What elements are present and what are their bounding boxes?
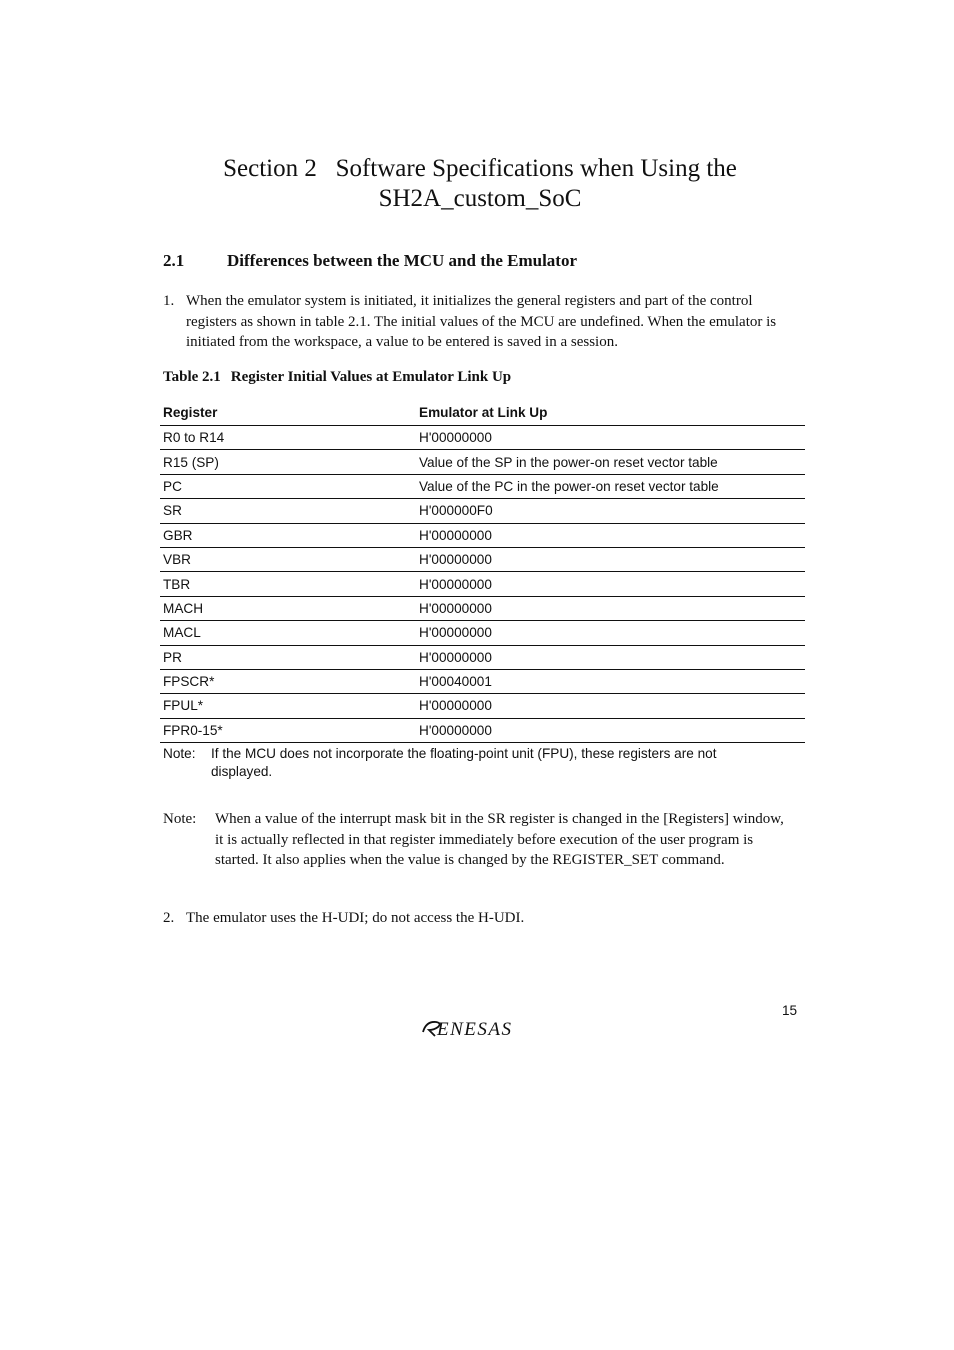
table-header-row: [160, 400, 805, 426]
register-cell: VBR: [160, 547, 416, 571]
value-cell: H'00000000: [416, 596, 805, 620]
list-item-1-number: 1.: [163, 293, 175, 309]
register-cell: R15 (SP): [160, 450, 416, 474]
register-cell: PR: [160, 645, 416, 669]
column-header-register: Register: [160, 400, 416, 426]
list-item-1: [163, 291, 803, 353]
table-row: [160, 621, 805, 645]
table-row: [160, 547, 805, 571]
value-cell: H'000000F0: [416, 499, 805, 523]
renesas-logo-icon: [420, 1017, 542, 1039]
note-text: When a value of the interrupt mask bit in the SR register is changed in the [Registers] window, it is actually reflected in that register immediately before execution of the user program is started. It also applies when the value is changed by the REGISTER_SET command.: [215, 811, 784, 868]
table-caption-text: Register Initial Values at Emulator Link Up: [230, 369, 512, 385]
value-cell: H'00000000: [416, 645, 805, 669]
value-cell: H'00000000: [416, 621, 805, 645]
page-number: 15: [782, 1003, 798, 1018]
note-label: Note:: [163, 811, 197, 827]
table-row: [160, 572, 805, 596]
register-cell: FPR0-15*: [160, 718, 416, 742]
value-cell: H'00000000: [416, 523, 805, 547]
value-cell: H'00000000: [416, 718, 805, 742]
value-cell: H'00000000: [416, 426, 805, 450]
list-item-2-number: 2.: [163, 910, 175, 926]
register-cell: FPUL*: [160, 694, 416, 718]
value-cell: Value of the PC in the power-on reset vector table: [416, 474, 805, 498]
table-row: [160, 645, 805, 669]
table-row: [160, 523, 805, 547]
list-item-2-text: The emulator uses the H-UDI; do not access the H-UDI.: [186, 910, 525, 926]
section-title-line-1: Section 2 Software Specifications when Using the: [223, 155, 737, 182]
table-row: [160, 450, 805, 474]
value-cell: Value of the SP in the power-on reset vector table: [416, 450, 805, 474]
table-footnote-text: If the MCU does not incorporate the floating-point unit (FPU), these registers are not displayed.: [211, 746, 717, 779]
table-footnote-label: Note:: [163, 746, 196, 761]
list-item-2: [163, 908, 803, 929]
value-cell: H'00000000: [416, 547, 805, 571]
register-cell: PC: [160, 474, 416, 498]
subsection-heading: [163, 251, 577, 271]
register-cell: SR: [160, 499, 416, 523]
register-cell: MACL: [160, 621, 416, 645]
register-cell: TBR: [160, 572, 416, 596]
table-row: [160, 426, 805, 450]
subsection-number: 2.1: [163, 251, 185, 270]
table-caption-label: Table 2.1: [163, 369, 221, 385]
register-table: [160, 400, 805, 743]
table-caption: [163, 369, 511, 386]
value-cell: H'00000000: [416, 694, 805, 718]
column-header-emulator-value: Emulator at Link Up: [416, 400, 805, 426]
list-item-1-text: When the emulator system is initiated, it initializes the general registers and part of the control registers as shown in table 2.1. The initial values of the MCU are undefined. When the emulator is initiated from the workspace, a value to be entered is saved in a session.: [186, 293, 777, 350]
table-row: [160, 474, 805, 498]
table-row: [160, 718, 805, 742]
value-cell: H'00040001: [416, 669, 805, 693]
register-cell: R0 to R14: [160, 426, 416, 450]
section-title-line-2: SH2A_custom_SoC: [378, 185, 582, 212]
register-cell: GBR: [160, 523, 416, 547]
table-row: [160, 596, 805, 620]
table-row: [160, 499, 805, 523]
table-row: [160, 669, 805, 693]
section-title: [160, 154, 800, 214]
subsection-title: Differences between the MCU and the Emulator: [227, 251, 578, 270]
table-footnote: [163, 745, 763, 781]
logo-text: ENESAS: [437, 1019, 513, 1039]
register-cell: FPSCR*: [160, 669, 416, 693]
value-cell: H'00000000: [416, 572, 805, 596]
register-cell: MACH: [160, 596, 416, 620]
note-paragraph: [163, 809, 793, 871]
table-row: [160, 694, 805, 718]
